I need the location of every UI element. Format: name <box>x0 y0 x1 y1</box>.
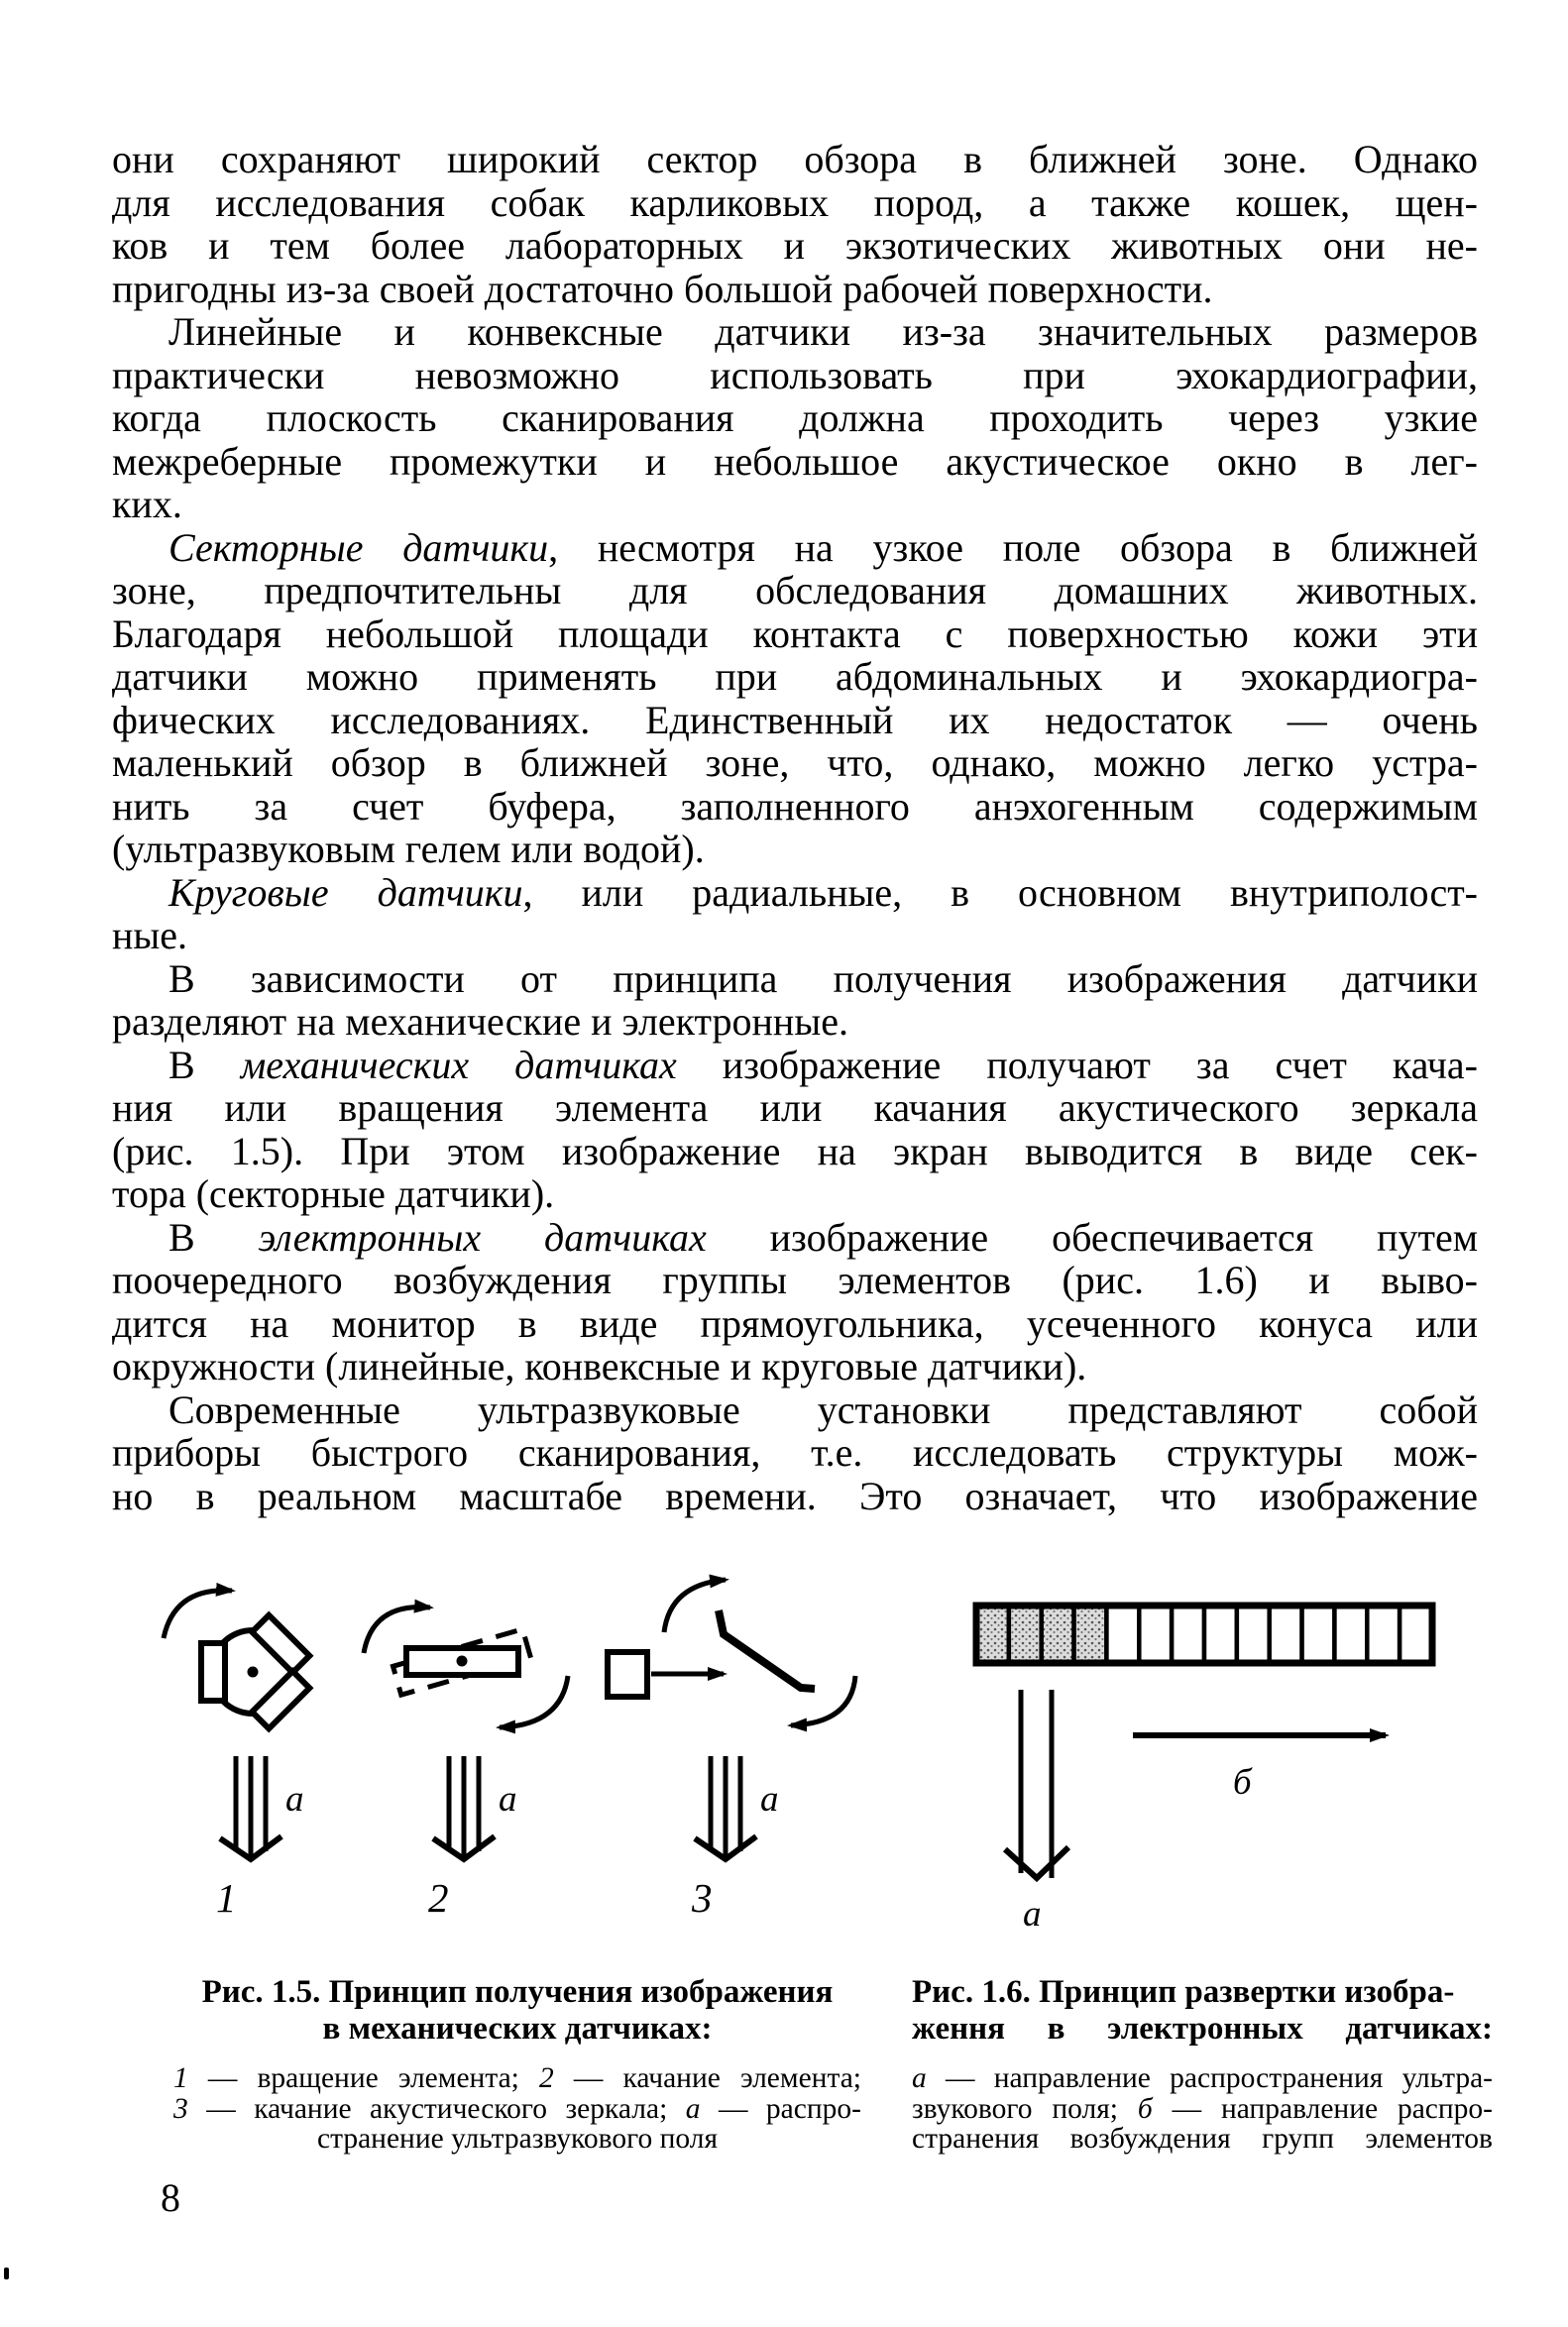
text-line: когда плоскость сканирования должна проходить через узкие <box>112 395 1478 440</box>
text-line: (ультразвуковым гелем или водой). <box>112 827 705 871</box>
text-line: практически невозможно использовать при эхокардиографии, <box>112 352 1478 397</box>
array-cell-excited <box>1074 1606 1107 1663</box>
scan-speck <box>4 2268 9 2279</box>
text-line: 1 — вращение элемента; 2 — качание элемента; <box>173 2062 861 2094</box>
caption-title <box>912 1974 1493 2048</box>
rocking-mirror-diagram <box>608 1580 855 1921</box>
text-line: но в реальном масштабе времени. Это означает, что изображение <box>112 1473 1478 1518</box>
text-line: разделяют на механические и электронные. <box>112 999 848 1044</box>
array-cell <box>1204 1606 1237 1663</box>
text-line: а — направление распространения ультра- <box>912 2062 1493 2094</box>
text-line: 3 — качание акустического зеркала; а — распро- <box>173 2092 861 2125</box>
ultrasound-field-arrow <box>220 1756 281 1859</box>
text-line: пригодны из-за своей достаточно большой рабочей поверхности. <box>112 266 1213 311</box>
text-line: В электронных датчиках изображение обеспечивается путем <box>168 1214 1479 1260</box>
text-line: В механических датчиках изображение получают за счет кача- <box>168 1042 1479 1087</box>
text-line: окружности (линейные, конвексные и круговые датчики). <box>112 1344 1087 1388</box>
text-line: Современные ультразвуковые установки представляют собой <box>168 1386 1478 1432</box>
rotation-arrow-icon <box>164 1591 232 1638</box>
array-cell <box>1139 1606 1172 1663</box>
figure-1-5-mechanical-transducers <box>109 1551 902 1942</box>
sweep-label-b: б <box>1233 1762 1252 1803</box>
text-line: звукового поля; б — направление распро- <box>912 2092 1493 2125</box>
array-cell <box>1334 1606 1367 1663</box>
mirror-arrow-up-icon <box>664 1580 726 1632</box>
text-line: дится на монитор в виде прямоугольника, усеченного конуса или <box>112 1300 1478 1346</box>
ultrasound-field-arrow <box>695 1756 756 1859</box>
text-line: тора (секторные датчики). <box>112 1171 555 1216</box>
caption-legend <box>173 2063 861 2155</box>
array-cell <box>1172 1606 1204 1663</box>
text-line: в механических датчиках: <box>322 2011 713 2047</box>
diagram-number-2: 2 <box>428 1875 449 1921</box>
ultrasound-field-arrow <box>1005 1690 1068 1878</box>
caption-title <box>173 1974 861 2048</box>
text-line: фических исследованиях. Единственный их недостаток — очень <box>112 697 1478 742</box>
figure-1-6-caption <box>912 1974 1493 2155</box>
text-line: В зависимости от принципа получения изображения датчики <box>168 955 1478 1001</box>
text-line: ные. <box>112 913 188 957</box>
body-text <box>112 138 1478 1517</box>
array-cells <box>976 1606 1432 1663</box>
text-line: ния или вращения элемента или качания акустического зеркала <box>112 1085 1478 1130</box>
array-cell-excited <box>1009 1606 1042 1663</box>
text-line: Рис. 1.6. Принцип развертки изобра- <box>912 1974 1455 2010</box>
array-cell-excited <box>976 1606 1009 1663</box>
text-line: они сохраняют широкий сектор обзора в ближней зоне. Однако <box>112 137 1478 181</box>
field-label-a: а <box>1023 1894 1042 1935</box>
diagram-number-3: 3 <box>692 1875 713 1921</box>
text-line: (рис. 1.5). При этом изображение на экран выводится в виде сек- <box>112 1128 1478 1173</box>
text-line: нить за счет буфера, заполненного анэхогенным содержимым <box>112 783 1478 829</box>
ultrasound-field-arrow <box>433 1756 495 1859</box>
array-cell <box>1367 1606 1400 1663</box>
text-line: Круговые датчики, или радиальные, в основном внутриполост- <box>168 869 1478 915</box>
array-cell-excited <box>1042 1606 1074 1663</box>
text-line: зоне, предпочтительны для обследования домашних животных. <box>112 568 1478 612</box>
text-line: Рис. 1.5. Принцип получения изображения <box>201 1974 834 2010</box>
array-cell <box>1302 1606 1335 1663</box>
rotating-element-diagram <box>164 1591 309 1921</box>
text-line: Секторные датчики, несмотря на узкое поле обзора в ближней <box>168 524 1478 570</box>
text-line: маленький обзор в ближней зоне, что, однако, можно легко устра- <box>112 740 1478 785</box>
diagram-number-1: 1 <box>216 1875 237 1921</box>
array-cell <box>1400 1606 1432 1663</box>
caption-legend <box>912 2063 1493 2155</box>
text-line: для исследования собак карликовых пород, а также кошек, щен- <box>112 179 1478 225</box>
text-line: Линейные и конвексные датчики из-за значительных размеров <box>168 309 1478 354</box>
field-label-a-1: а <box>285 1779 304 1820</box>
text-line: странение ультразвукового поля <box>316 2123 719 2155</box>
rocking-arrow-down-icon <box>500 1676 568 1727</box>
page-number: 8 <box>161 2175 180 2220</box>
array-cell <box>1270 1606 1302 1663</box>
text-line: ких. <box>112 482 182 526</box>
array-cell <box>1237 1606 1270 1663</box>
text-line: Благодаря небольшой площади контакта с поверхностью кожи эти <box>112 610 1478 656</box>
acoustic-mirror <box>719 1610 815 1689</box>
text-line: поочередного возбуждения группы элементов (рис. 1.6) и выво- <box>112 1258 1478 1302</box>
text-line: странения возбуждения групп элементов <box>912 2123 1493 2155</box>
field-label-a-3: а <box>760 1779 779 1820</box>
rocking-element-diagram <box>364 1607 568 1921</box>
text-line: межреберные промежутки и небольшое акустическое окно в лег- <box>112 438 1478 484</box>
figure-1-5-caption <box>173 1974 861 2155</box>
text-line: ження в электронных датчиках: <box>912 2011 1493 2047</box>
text-line: датчики можно применять при абдоминальных и эхокардиогра- <box>112 654 1478 699</box>
text-line: приборы быстрого сканирования, т.е. исследовать структуры мож- <box>112 1430 1478 1475</box>
text-line: ков и тем более лабораторных и экзотических животных они не- <box>112 223 1478 268</box>
field-label-a-2: а <box>499 1779 517 1820</box>
figure-1-6-electronic-transducer <box>952 1551 1532 1962</box>
array-cell <box>1106 1606 1139 1663</box>
